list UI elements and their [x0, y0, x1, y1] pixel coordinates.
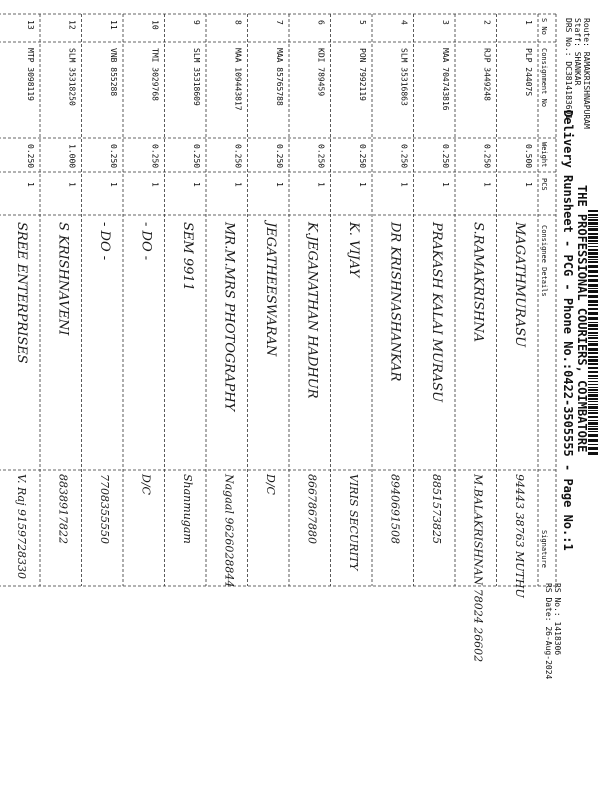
row-consignment-no: MAA 704743816	[441, 48, 450, 111]
row-sno: 11	[109, 20, 118, 30]
row-signature: D/C	[139, 474, 153, 495]
drs-number: DRS No.: DC3814183601	[564, 18, 573, 120]
row-consignee-details: - DO -	[97, 222, 112, 261]
table-row	[429, 20, 450, 544]
row-consignee-details: K.JEGANATHAN HADHUR	[304, 222, 320, 399]
row-weight: 0.250	[358, 144, 367, 169]
col-sno: S No	[540, 18, 548, 35]
table-row	[305, 20, 326, 544]
row-signature: VIRIS SECURITY	[347, 474, 360, 571]
row-weight: 0.250	[316, 144, 326, 169]
table-row	[139, 20, 160, 496]
rs-date: RS Date: 26-Aug-2024	[544, 583, 553, 680]
row-weight: 0.250	[26, 144, 35, 169]
col-signature: Signature	[540, 530, 548, 568]
row-pcs: 1	[67, 182, 77, 187]
row-weight: 0.250	[109, 144, 118, 169]
row-weight: 0.250	[150, 144, 160, 169]
row-consignee-details: DR KRISHNASHANKAR	[387, 222, 403, 382]
table-row	[180, 20, 201, 544]
row-consignee-details: K. VIJAY	[346, 222, 361, 278]
row-consignee-details: JEGATHEESWARAN	[263, 222, 278, 357]
row-weight: 1.000	[67, 144, 77, 169]
row-pcs: 1	[150, 182, 160, 187]
row-pcs: 1	[316, 182, 326, 187]
row-sno: 5	[358, 20, 367, 25]
row-sno: 2	[482, 20, 492, 25]
table-row	[388, 20, 409, 544]
row-weight: 0.250	[275, 144, 284, 169]
table-header	[540, 18, 548, 568]
row-sno: 3	[441, 20, 450, 25]
table-row	[263, 20, 284, 496]
row-signature: D/C	[264, 474, 277, 495]
row-pcs: 1	[358, 182, 367, 187]
table-row	[512, 20, 533, 598]
row-signature: Nagaal 9626028844	[222, 474, 236, 588]
table-row	[346, 20, 367, 572]
row-weight: 0.250	[233, 144, 243, 169]
row-signature: M.BALAKRISHNAN 78024 26602	[471, 474, 485, 663]
row-consignment-no: TMI 3029768	[150, 48, 160, 101]
row-weight: 0.500	[524, 144, 533, 169]
row-consignment-no: MAA 109443817	[233, 48, 243, 111]
row-pcs: 1	[441, 182, 450, 187]
row-sno: 1	[524, 20, 533, 25]
row-weight: 0.250	[441, 144, 450, 169]
row-consignee-details: SEM 9911	[180, 222, 195, 291]
row-consignment-no: MAA 85765788	[275, 48, 284, 106]
row-pcs: 1	[109, 182, 118, 187]
row-sno: 7	[275, 20, 284, 25]
row-sno: 12	[67, 20, 77, 30]
row-consignment-no: PLP 24407S	[524, 48, 533, 97]
col-weight: Weight	[540, 142, 548, 168]
row-signature: 94443 38763 MUTHU	[513, 474, 526, 598]
col-details: Consignee Details	[540, 225, 548, 297]
route-label: Route: RAMAKRISHNAPURAM	[582, 18, 591, 129]
row-consignment-no: MTP 3098119	[26, 48, 35, 101]
row-consignee-details: MR.M.MRS PHOTOGRAPHY	[221, 222, 237, 412]
table-row	[471, 20, 492, 662]
row-sno: 13	[26, 20, 35, 30]
row-consignment-no: VNB 855288	[109, 48, 118, 97]
row-pcs: 1	[482, 182, 492, 187]
row-pcs: 1	[26, 182, 35, 187]
row-signature: 8851573825	[430, 474, 443, 544]
row-signature: Shanmugam	[181, 474, 194, 544]
row-consignee-details: - DO -	[138, 222, 154, 261]
row-consignment-no: SLM 35318609	[192, 48, 201, 106]
row-consignee-details: MAGATHMURASU	[512, 222, 527, 348]
row-sno: 6	[316, 20, 326, 25]
row-signature: 8667867880	[305, 474, 319, 544]
row-signature: 8940691508	[388, 474, 402, 544]
row-consignment-no: SLM 35318250	[67, 48, 77, 106]
row-signature: 7708355550	[98, 474, 111, 544]
row-consignee-details: SREE ENTERPRISES	[14, 222, 29, 364]
row-sno: 9	[192, 20, 201, 25]
row-sno: 8	[233, 20, 243, 25]
row-pcs: 1	[524, 182, 533, 187]
row-weight: 0.250	[192, 144, 201, 169]
col-pcs: PCS	[540, 178, 548, 191]
staff-label: Staff: SHANKAR	[573, 18, 582, 86]
runsheet-subtitle: Delivery Runsheet - PCG - Phone No.:0422-3505555 - Page No.:1	[561, 110, 575, 551]
row-pcs: 1	[275, 182, 284, 187]
row-consignee-details: PRAKASH KALAI MURASU	[429, 222, 444, 403]
row-consignment-no: PON 7992119	[358, 48, 367, 101]
table-row	[97, 20, 118, 544]
row-sno: 4	[399, 20, 409, 25]
row-pcs: 1	[399, 182, 409, 187]
row-sno: 10	[150, 20, 160, 30]
row-consignment-no: SLM 35316863	[399, 48, 409, 106]
row-pcs: 1	[192, 182, 201, 187]
row-consignment-no: KDI 789459	[316, 48, 326, 97]
row-weight: 0.250	[399, 144, 409, 169]
rs-number: RS No.: 141830б	[553, 583, 562, 656]
row-signature: 8838917822	[56, 474, 70, 544]
table-row	[56, 20, 77, 544]
col-consignment: Consignment No	[540, 48, 548, 108]
row-weight: 0.250	[482, 144, 492, 169]
row-signature: V. Raj 9159728330	[15, 474, 28, 579]
barcode-bar	[588, 452, 598, 455]
row-consignee-details: S.RAMAKRISHNA	[470, 222, 486, 343]
table-row	[14, 20, 35, 579]
row-consignee-details: S KRISHNAVENI	[55, 222, 71, 336]
row-pcs: 1	[233, 182, 243, 187]
row-consignment-no: RJP 3449248	[482, 48, 492, 101]
table-row	[222, 20, 243, 587]
company-title: THE PROFESSIONAL COURIERS, COIMBATORE	[575, 185, 589, 453]
